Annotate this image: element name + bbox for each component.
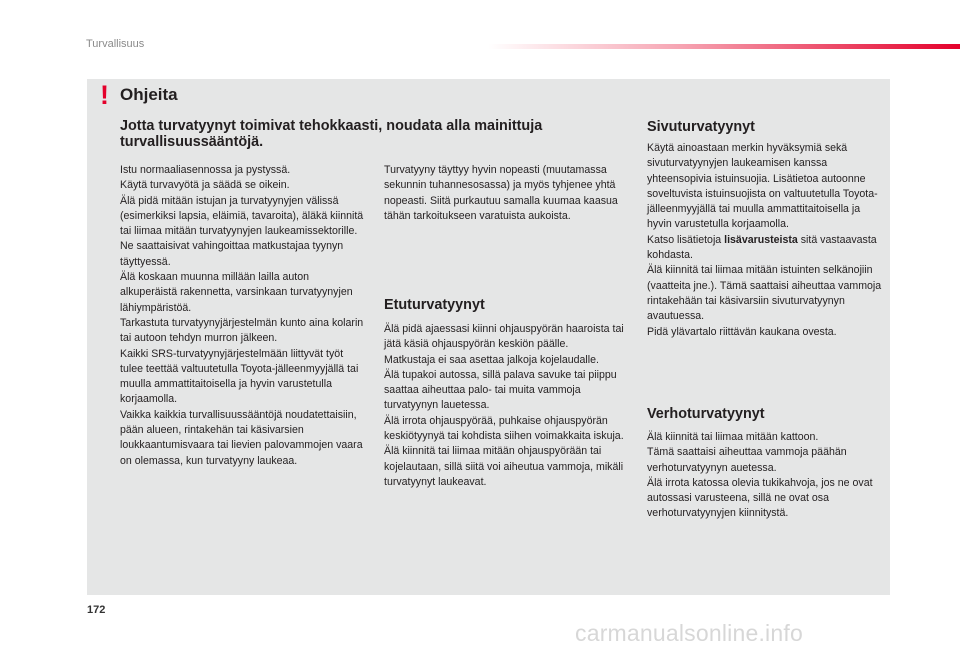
- watermark: carmanualsonline.info: [575, 620, 803, 646]
- front-airbags-text: Älä pidä ajaessasi kiinni ohjauspyörän haaroista tai jätä käsiä ohjauspyörän keskiön päälle. Matkustaja ei saa asettaa jalkoja kojelaudalle. Älä tupakoi autossa, sillä palava savuke tai piippu saattaa aiheuttaa palo- tai muita vammoja turvatyynyn lauetessa. Älä irrota ohjauspyörää, puhkaise ohjauspyörän keskiötyynyä tai kohdista siihen voimakkaita iskuja. Älä kiinnitä tai liimaa mitään ohjauspyörään tai kojelautaan, sillä siitä voi aiheutua vammoja, mikäli turvatyynyt laukeavat.: [384, 323, 624, 488]
- header-accent-bar: [488, 44, 960, 49]
- curtain-airbags-title: Verhoturvatyynyt: [647, 406, 765, 422]
- side-airbags-text: [647, 141, 885, 340]
- general-rules-text: Istu normaaliasennossa ja pystyssä. Käytä turvavyötä ja säädä se oikein. Älä pidä mitään istujan ja turvatyynyjen välissä (esimerkiksi lapsia, eläimiä, tavaroita), äläkä kiinnitä tai liimaa mitään turvatyynyjen laukeamissektorille. Ne saattaisivat vahingoittaa matkustajaa tyynyn täyttyessä. Älä koskaan muunna millään lailla auton alkuperäistä rakennetta, varsinkaan turvatyynyjen lähiympäristöä. Tarkastuta turvatyynyjärjestelmän kunto aina kolarin tai autoon tehdyn murron jälkeen. Kaikki SRS-turvatyynyjärjestelmään liittyvät työt tulee teettää valtuutetulla Toyota-jälleenmyyjällä tai muulla ammattitaitoisella ja hyvin varustetulla korjaamolla. Vaikka kaikkia turvallisuussääntöjä noudatettaisiin, pään alueen, rintakehän tai käsivarsien loukkaantumisvaara tai lievien palovammojen vaara on olemassa, kun turvatyyny laukeaa.: [120, 164, 364, 467]
- side-airbags-text-part2: sitä vastaavasta kohdasta. Älä kiinnitä tai liimaa mitään istuinten selkänojiin (vaatteita jne.). Tämä saattaisi aiheuttaa vammoja rintakehään tai käsivarsiin sivuturvatyynyn avautuessa. Pidä ylävartalo riittävän kaukana ovesta.: [647, 233, 882, 338]
- side-airbags-text-part1: Käytä ainoastaan merkin hyväksymiä sekä sivuturvatyynyjen laukeamisen kanssa yhteensopivia istuinsuojia. Lisätietoa autoonne soveltuvista istuinsuojista on valtuutetulla Toyota-jälleenmyyjällä tai muulla ammattitaitoisella ja hyvin varustetulla korjaamolla. Katso lisätietoja: [647, 142, 878, 246]
- intro-heading: Jotta turvatyynyt toimivat tehokkaasti, noudata alla mainittuja turvallisuussääntöjä.: [120, 118, 543, 150]
- section-title: Turvallisuus: [86, 38, 145, 50]
- front-airbags-title: Etuturvatyynyt: [384, 297, 485, 313]
- panel-title: Ohjeita: [120, 85, 178, 104]
- page-number: 172: [87, 604, 106, 616]
- warning-icon: !: [100, 80, 109, 110]
- inflation-info-text: Turvatyyny täyttyy hyvin nopeasti (muutamassa sekunnin tuhannesosassa) ja myös tyhjenee yhtä nopeasti. Siitä purkautuu samalla kuumaa kaasua tähän tarkoitukseen varatuista aukoista.: [384, 164, 618, 222]
- curtain-airbags-text: Älä kiinnitä tai liimaa mitään kattoon. Tämä saattaisi aiheuttaa vammoja päähän verhoturvatyynyn auetessa. Älä irrota katossa olevia tukikahvoja, jos ne ovat autossasi varusteena, sillä ne ovat osa verhoturvatyynyjen kiinnitystä.: [647, 431, 873, 520]
- side-airbags-title: Sivuturvatyynyt: [647, 119, 755, 135]
- accessories-link-text: lisävarusteista: [724, 233, 798, 246]
